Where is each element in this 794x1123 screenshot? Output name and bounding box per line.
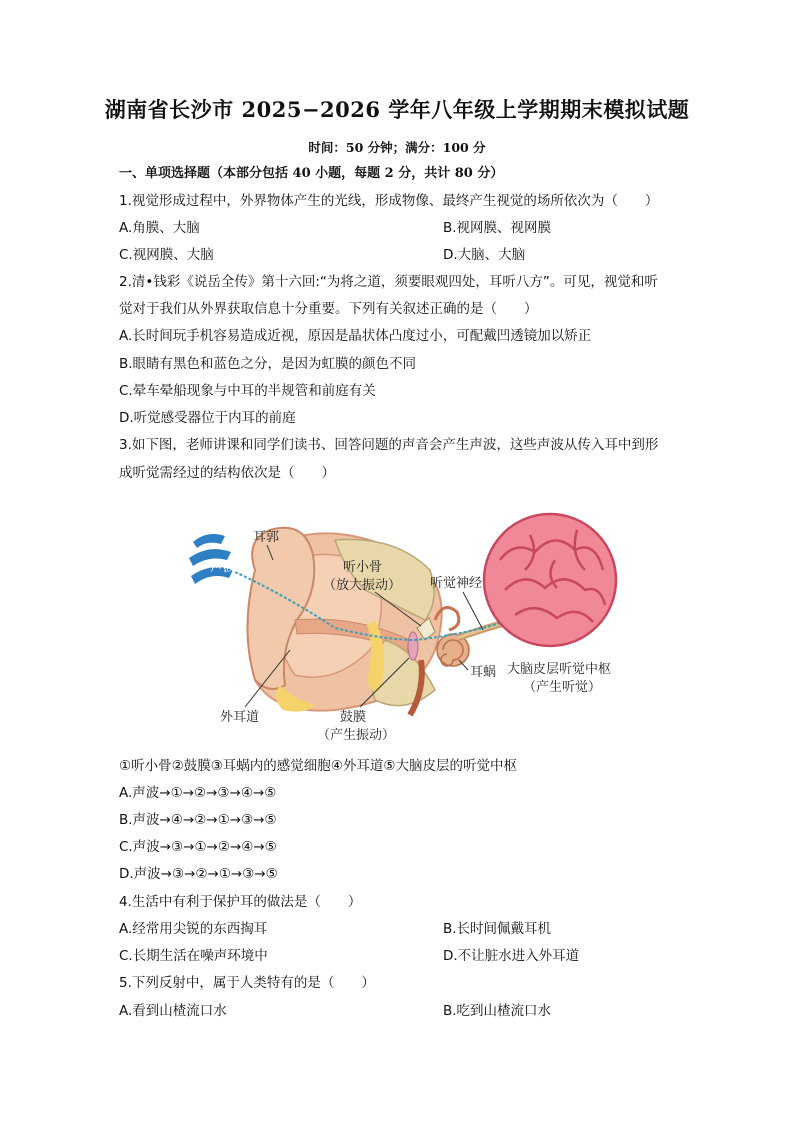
label-ossicles: 听小骨 — [343, 560, 383, 575]
brain-icon — [484, 514, 616, 646]
label-auricle: 耳郭 — [253, 530, 280, 545]
q1-option-c: C.视网膜、大脑 — [119, 247, 214, 263]
q4-stem: 4.生活中有利于保护耳的做法是（ ） — [119, 894, 362, 910]
label-eardrum-note: （产生振动） — [317, 728, 396, 743]
q2-stem-line2: 觉对于我们从外界获取信息十分重要。下列有关叙述正确的是（ ） — [119, 301, 538, 317]
label-eardrum: 鼓膜 — [340, 710, 367, 725]
q3-option-c: C.声波→③→①→②→④→⑤ — [119, 839, 277, 855]
q3-stem-line2: 成听觉需经过的结构依次是（ ） — [119, 465, 335, 481]
q1-option-d: D.大脑、大脑 — [443, 247, 526, 263]
q2-option-b: B.眼睛有黑色和蓝色之分，是因为虹膜的颜色不同 — [119, 356, 417, 372]
q3-stem-line1: 3.如下图，老师讲课和同学们读书、回答问题的声音会产生声波，这些声波从传入耳中到形 — [119, 437, 659, 453]
label-auditory-nerve: 听觉神经 — [430, 576, 483, 591]
page-title: 湖南省长沙市 2025−2026 学年八年级上学期期末模拟试题 — [104, 97, 690, 122]
exam-info: 时间：50 分钟；满分：100 分 — [308, 140, 486, 155]
ear-cross-section — [248, 528, 516, 715]
q1-option-b: B.视网膜、视网膜 — [443, 220, 552, 236]
ear-hearing-diagram — [185, 500, 630, 745]
label-ear-canal: 外耳道 — [220, 710, 260, 725]
q1-stem: 1.视觉形成过程中，外界物体产生的光线，形成物像、最终产生视觉的场所依次为（ ） — [119, 193, 659, 209]
label-ossicles-note: （放大振动） — [323, 578, 402, 593]
q4-option-a: A.经常用尖锐的东西掏耳 — [119, 921, 268, 937]
q4-option-b: B.长时间佩戴耳机 — [443, 921, 552, 937]
q3-legend: ①听小骨②鼓膜③耳蜗内的感觉细胞④外耳道⑤大脑皮层的听觉中枢 — [119, 758, 518, 774]
section-heading: 一、单项选择题（本部分包括 40 小题，每题 2 分，共计 80 分） — [119, 166, 504, 181]
q5-stem: 5.下列反射中，属于人类特有的是（ ） — [119, 975, 375, 991]
sound-wave-icon — [189, 534, 233, 584]
q5-option-b: B.吃到山楂流口水 — [443, 1003, 552, 1019]
q2-option-c: C.晕车晕船现象与中耳的半规管和前庭有关 — [119, 383, 376, 399]
label-cortex-note: （产生听觉） — [523, 680, 602, 695]
q2-option-a: A.长时间玩手机容易造成近视，原因是晶状体凸度过小，可配戴凹透镜加以矫正 — [119, 328, 592, 344]
q3-option-d: D.声波→③→②→①→③→⑤ — [119, 866, 278, 882]
q2-option-d: D.听觉感受器位于内耳的前庭 — [119, 410, 296, 426]
q4-option-c: C.长期生活在噪声环境中 — [119, 948, 268, 964]
label-cochlea: 耳蜗 — [470, 665, 497, 680]
q3-option-b: B.声波→④→②→①→③→⑤ — [119, 812, 277, 828]
label-cortex: 大脑皮层听觉中枢 — [507, 662, 612, 677]
q4-option-d: D.不让脏水进入外耳道 — [443, 948, 580, 964]
q1-option-a: A.角膜、大脑 — [119, 220, 200, 236]
label-sound-wave: 声波 — [210, 560, 237, 575]
q5-option-a: A.看到山楂流口水 — [119, 1003, 227, 1019]
q2-stem-line1: 2.清•钱彩《说岳全传》第十六回:“为将之道，须要眼观四处，耳听八方”。可见，视觉和听 — [119, 274, 658, 290]
q3-option-a: A.声波→①→②→③→④→⑤ — [119, 785, 277, 801]
